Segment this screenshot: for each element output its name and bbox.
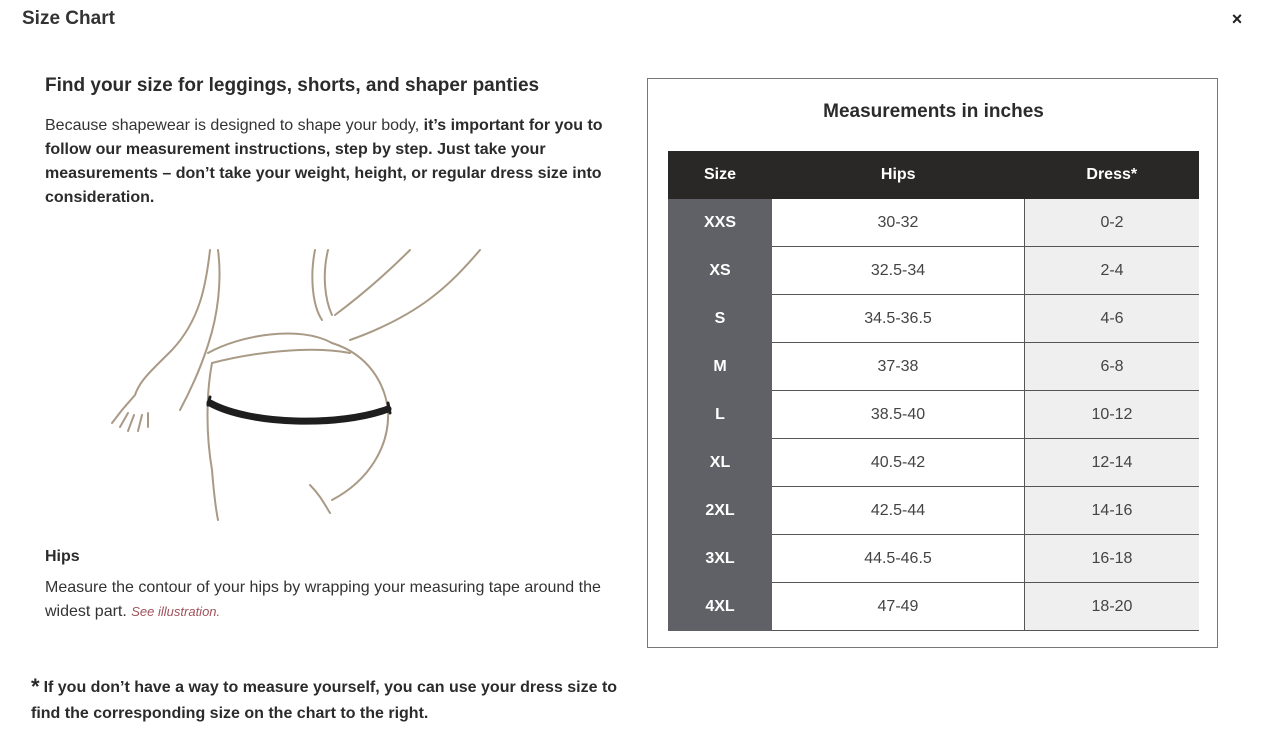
dress-cell: 18-20 <box>1025 583 1200 631</box>
see-illustration-link[interactable]: See illustration. <box>131 604 221 619</box>
hip-measurement-illustration <box>100 245 490 525</box>
dress-cell: 10-12 <box>1025 391 1200 439</box>
hips-instructions <box>45 576 625 624</box>
hips-cell: 30-32 <box>772 199 1025 247</box>
hips-cell: 37-38 <box>772 343 1025 391</box>
footnote <box>31 674 631 727</box>
dress-cell: 14-16 <box>1025 487 1200 535</box>
table-row <box>668 487 1199 535</box>
chart-title: Measurements in inches <box>823 101 1044 122</box>
size-cell: M <box>668 343 772 391</box>
dress-cell: 2-4 <box>1025 247 1200 295</box>
intro-text-bold: it’s important for you to follow our measurement instructions, step by step. Just take your measurements – don’t take your weight, height, or regular dress size into consideration. <box>45 117 603 206</box>
table-header-row <box>668 151 1199 199</box>
header-size: Size <box>668 151 772 199</box>
hips-cell: 38.5-40 <box>772 391 1025 439</box>
dress-cell: 4-6 <box>1025 295 1200 343</box>
size-cell: L <box>668 391 772 439</box>
table-row <box>668 535 1199 583</box>
table-row <box>668 439 1199 487</box>
size-cell: XXS <box>668 199 772 247</box>
table-row <box>668 199 1199 247</box>
size-cell: 3XL <box>668 535 772 583</box>
hips-cell: 34.5-36.5 <box>772 295 1025 343</box>
intro-text-plain: Because shapewear is designed to shape your body, <box>45 117 424 134</box>
dress-cell: 0-2 <box>1025 199 1200 247</box>
hips-cell: 32.5-34 <box>772 247 1025 295</box>
table-row <box>668 295 1199 343</box>
size-cell: XL <box>668 439 772 487</box>
size-cell: XS <box>668 247 772 295</box>
size-cell: 2XL <box>668 487 772 535</box>
table-row <box>668 583 1199 631</box>
size-table <box>668 151 1199 631</box>
table-row <box>668 343 1199 391</box>
header-dress: Dress* <box>1025 151 1200 199</box>
hips-cell: 42.5-44 <box>772 487 1025 535</box>
dress-cell: 6-8 <box>1025 343 1200 391</box>
header-hips: Hips <box>772 151 1025 199</box>
size-cell: 4XL <box>668 583 772 631</box>
dress-cell: 16-18 <box>1025 535 1200 583</box>
size-chart-panel <box>647 78 1218 648</box>
intro-heading: Find your size for leggings, shorts, and shaper panties <box>45 75 540 96</box>
table-row <box>668 391 1199 439</box>
footnote-star: * <box>31 674 40 699</box>
dress-cell: 12-14 <box>1025 439 1200 487</box>
hips-text: Measure the contour of your hips by wrapping your measuring tape around the widest part. <box>45 579 601 620</box>
footnote-text: If you don’t have a way to measure yourself, you can use your dress size to find the corresponding size on the chart to the right. <box>31 679 618 722</box>
intro-text <box>45 114 625 210</box>
size-cell: S <box>668 295 772 343</box>
modal-title: Size Chart <box>22 8 115 29</box>
table-row <box>668 247 1199 295</box>
hips-title: Hips <box>45 548 80 565</box>
hips-cell: 40.5-42 <box>772 439 1025 487</box>
close-button[interactable]: × <box>1231 9 1243 29</box>
hips-cell: 44.5-46.5 <box>772 535 1025 583</box>
hips-cell: 47-49 <box>772 583 1025 631</box>
